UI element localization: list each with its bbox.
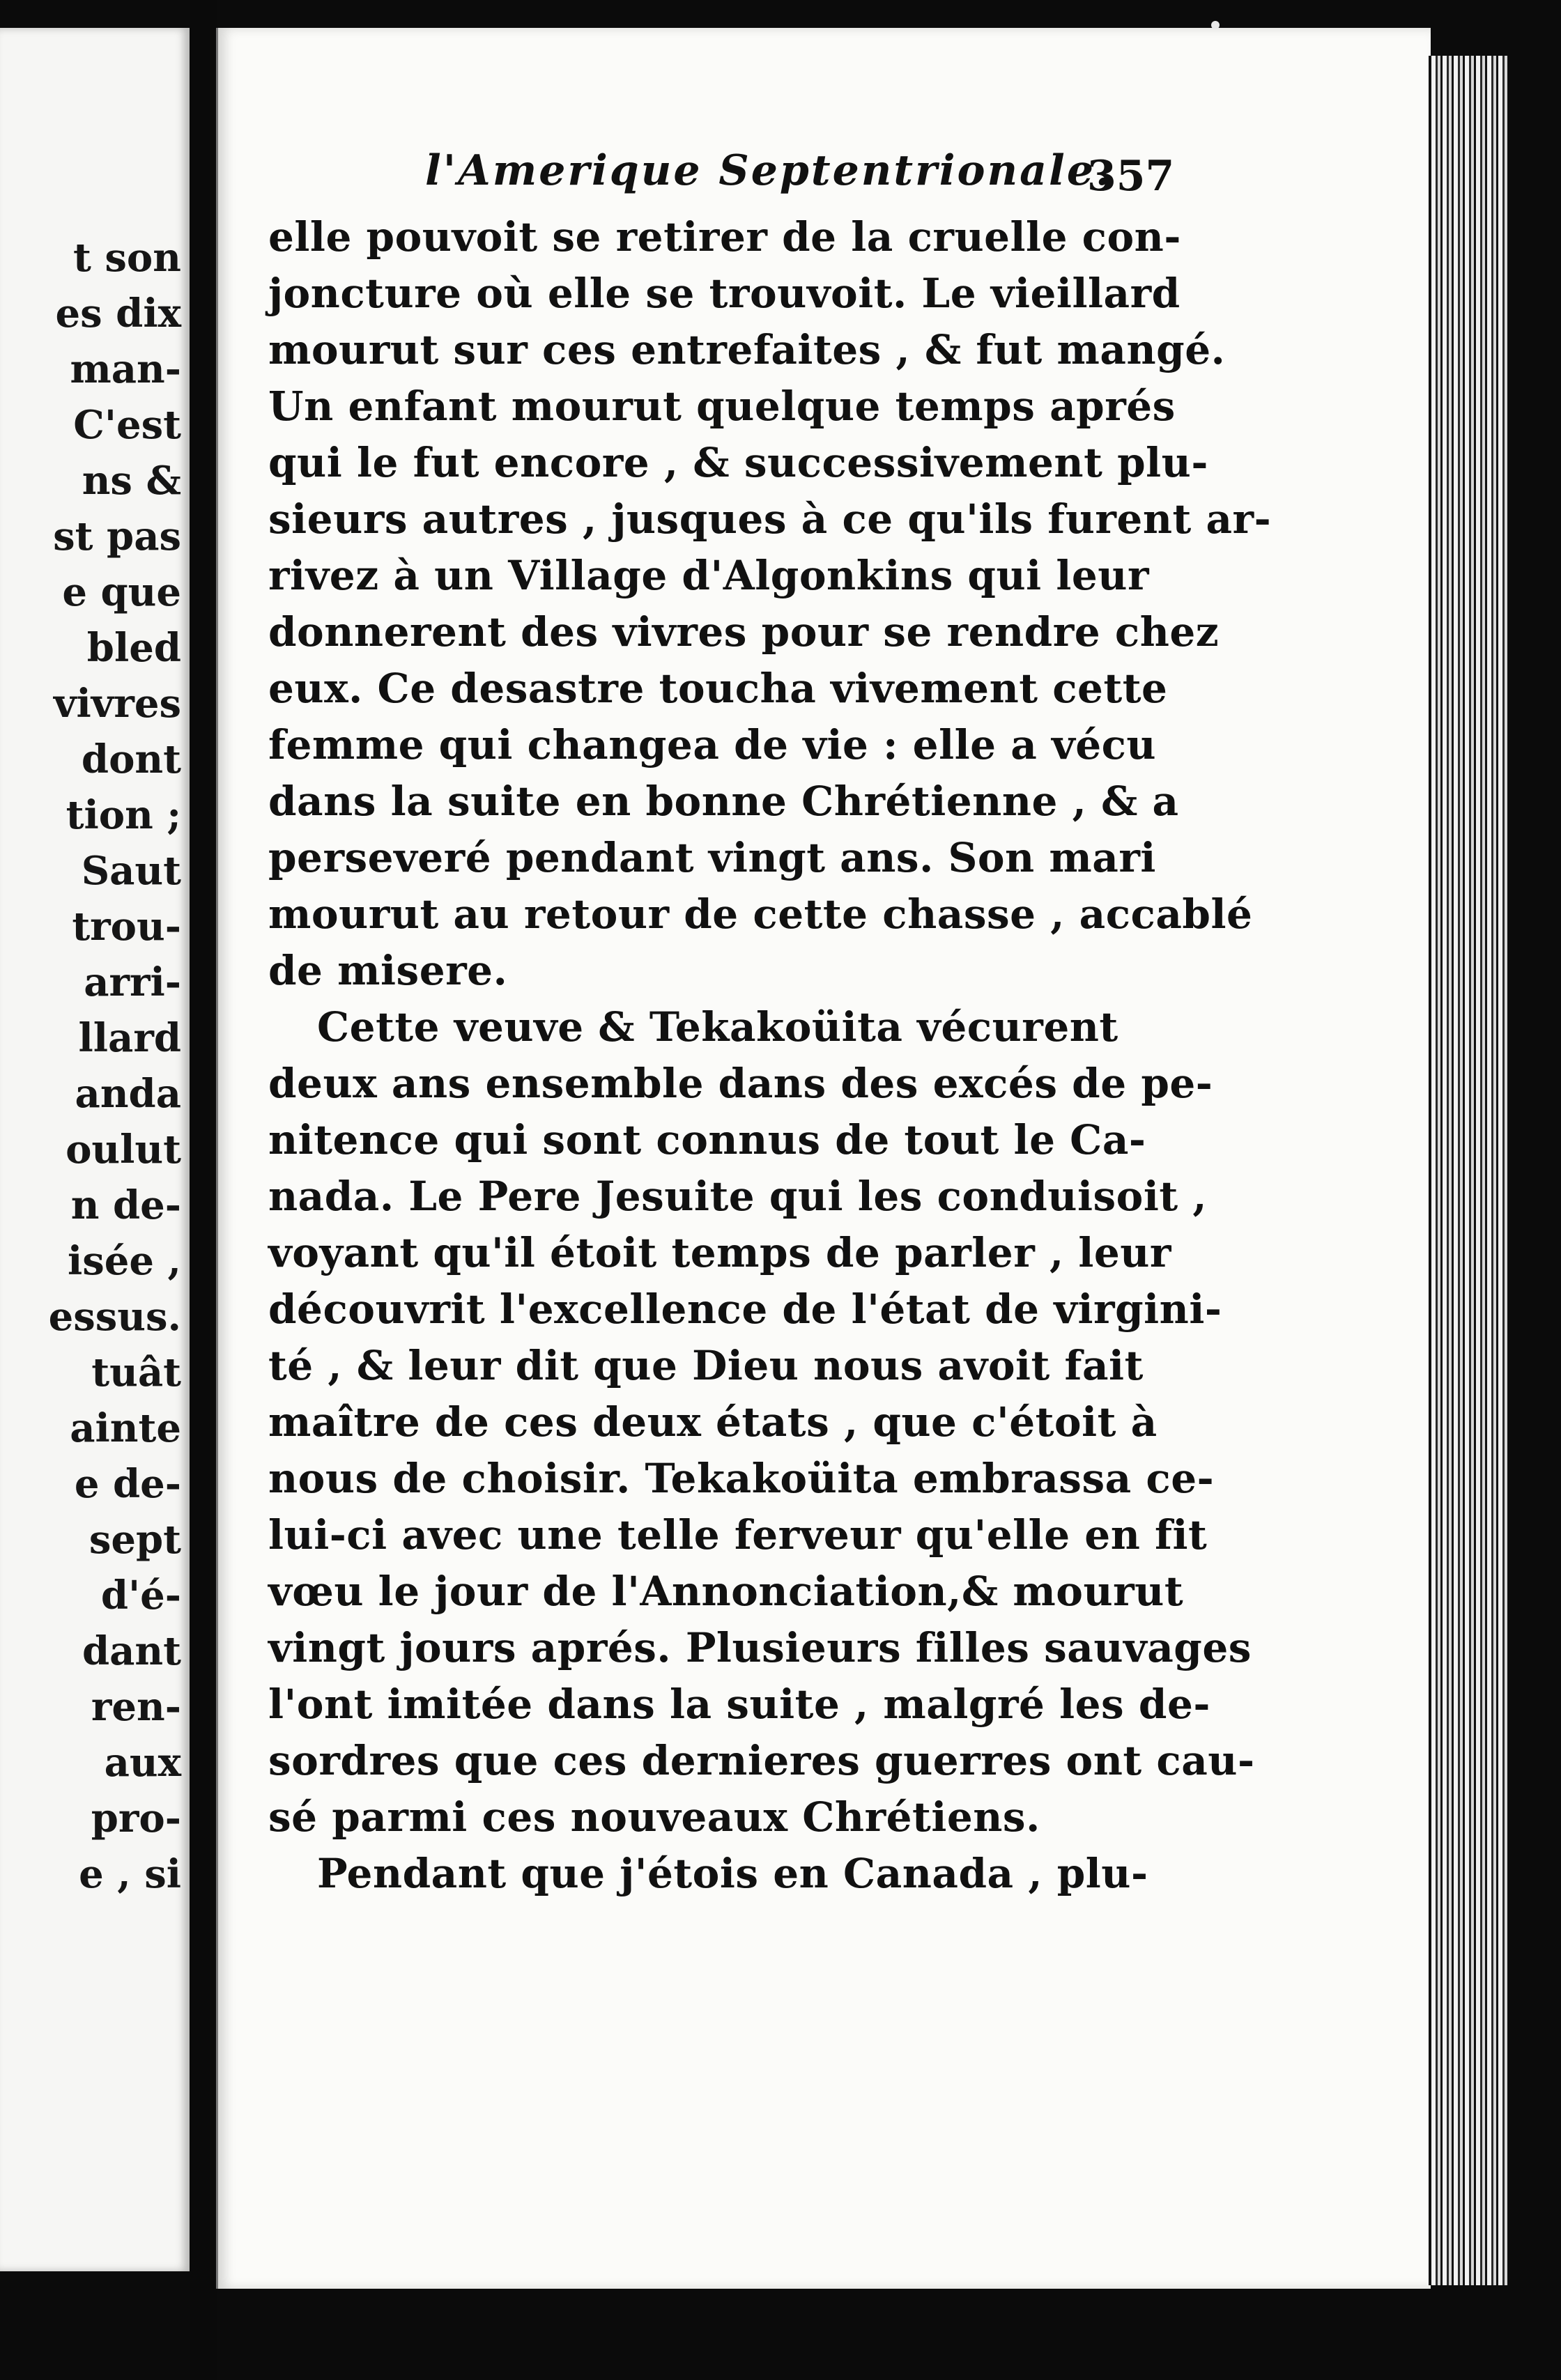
text-line: donnerent des vivres pour se rendre chez xyxy=(268,608,1220,656)
text-line: sordres que ces dernieres guerres ont cau- xyxy=(268,1737,1255,1784)
text-line: eux. Ce desastre toucha vivement cette xyxy=(268,665,1168,712)
left-page-fragment: ns & xyxy=(82,458,181,504)
left-page-fragment: d'é- xyxy=(100,1572,181,1618)
left-page-fragment: e que xyxy=(62,569,181,615)
left-page-fragment: aux xyxy=(104,1740,181,1786)
left-page-fragment: n de- xyxy=(70,1182,181,1228)
text-line: nous de choisir. Tekakoüita embrassa ce- xyxy=(268,1455,1215,1502)
body-text xyxy=(268,209,1272,1902)
text-line: femme qui changea de vie : elle a vécu xyxy=(268,721,1157,768)
text-line: découvrit l'excellence de l'état de virgini- xyxy=(268,1285,1222,1333)
left-page-fragment: st pas xyxy=(53,513,181,559)
text-line: Cette veuve & Tekakoüita vécurent xyxy=(317,1003,1118,1051)
page-edges xyxy=(1429,56,1508,2285)
text-line: rivez à un Village d'Algonkins qui leur xyxy=(268,552,1150,599)
left-page-fragment: t son xyxy=(73,235,181,281)
left-page-fragment: bled xyxy=(86,625,181,671)
text-line: voyant qu'il étoit temps de parler , leur xyxy=(268,1229,1171,1276)
left-page-fragment: vivres xyxy=(53,681,181,727)
left-page-fragment: man- xyxy=(70,346,181,392)
page-number: 357 xyxy=(1087,152,1175,201)
left-page-fragment: pro- xyxy=(91,1795,181,1841)
text-line: Un enfant mourut quelque temps aprés xyxy=(268,382,1176,430)
left-page-fragment: tion ; xyxy=(66,792,181,838)
text-line: vingt jours aprés. Plusieurs filles sauvages xyxy=(268,1624,1252,1671)
book-gutter xyxy=(190,0,217,2380)
text-line: nitence qui sont connus de tout le Ca- xyxy=(268,1116,1146,1164)
left-page-fragment: llard xyxy=(78,1015,181,1061)
left-page-fragment: dant xyxy=(82,1628,181,1674)
left-page-fragment: isée , xyxy=(67,1238,181,1284)
left-page-fragment: ainte xyxy=(70,1405,181,1451)
left-page-fragment: arri- xyxy=(84,959,181,1005)
text-line: joncture où elle se trouvoit. Le vieillard xyxy=(268,270,1181,317)
text-line: nada. Le Pere Jesuite qui les conduisoit , xyxy=(268,1173,1208,1220)
left-page-fragment: tuât xyxy=(91,1350,181,1396)
left-page-fragment: sept xyxy=(89,1517,181,1563)
left-page-fragment: C'est xyxy=(73,402,181,448)
text-line: mourut sur ces entrefaites , & fut mangé. xyxy=(268,326,1226,373)
left-page-fragment: trou- xyxy=(72,904,181,950)
text-line: sé parmi ces nouveaux Chrétiens. xyxy=(268,1793,1040,1841)
left-page-fragment: essus. xyxy=(48,1294,181,1340)
text-line: té , & leur dit que Dieu nous avoit fait xyxy=(268,1342,1144,1389)
text-line: maître de ces deux états , que c'étoit à xyxy=(268,1398,1158,1446)
left-page-fragment: ren- xyxy=(91,1684,181,1730)
left-page-fragment: e de- xyxy=(74,1461,181,1507)
text-line: dans la suite en bonne Chrétienne , & a xyxy=(268,778,1179,825)
running-head: l'Amerique Septentrionale. xyxy=(425,146,1112,195)
text-line: deux ans ensemble dans des excés de pe- xyxy=(268,1060,1213,1107)
left-page-fragment: anda xyxy=(75,1071,181,1117)
text-line: sieurs autres , jusques à ce qu'ils furent ar- xyxy=(268,495,1272,543)
left-page-fragment: e , si xyxy=(79,1851,181,1897)
text-line: perseveré pendant vingt ans. Son mari xyxy=(268,834,1156,881)
left-page xyxy=(0,28,192,2271)
text-line: qui le fut encore , & successivement plu- xyxy=(268,439,1208,486)
text-line: elle pouvoit se retirer de la cruelle con- xyxy=(268,213,1181,261)
paper-speck xyxy=(1211,21,1220,29)
text-line: lui-ci avec une telle ferveur qu'elle en fit xyxy=(268,1511,1208,1559)
left-page-fragment: Saut xyxy=(81,848,181,894)
text-line: Pendant que j'étois en Canada , plu- xyxy=(317,1850,1148,1897)
text-line: de misere. xyxy=(268,947,508,994)
left-page-fragment: dont xyxy=(81,736,181,782)
left-page-fragment: es dix xyxy=(55,291,181,337)
text-line: l'ont imitée dans la suite , malgré les de- xyxy=(268,1680,1210,1728)
left-page-fragment: oulut xyxy=(66,1127,181,1173)
text-line: vœu le jour de l'Annonciation,& mourut xyxy=(268,1568,1184,1615)
text-line: mourut au retour de cette chasse , accablé xyxy=(268,890,1253,938)
